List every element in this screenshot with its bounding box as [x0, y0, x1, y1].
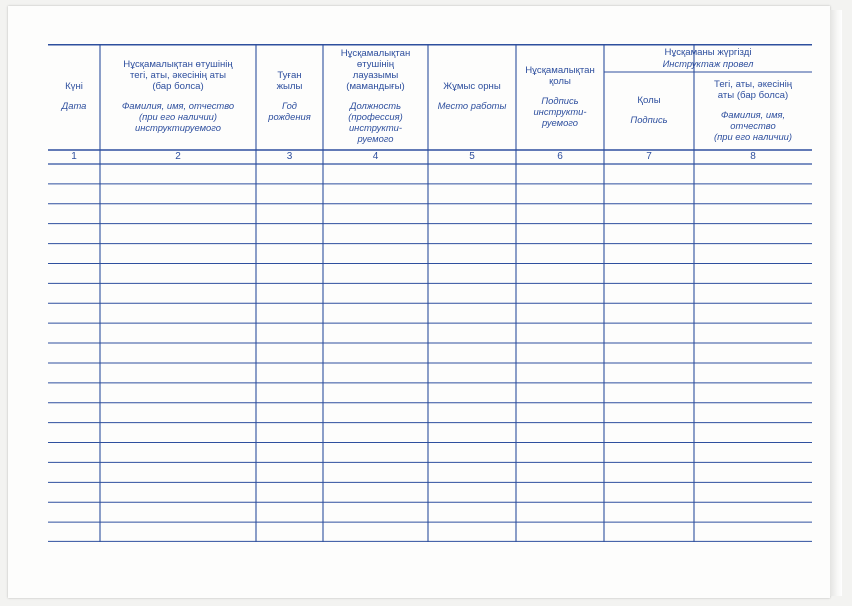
- header-instructor-group-kz: Нұсқаманы жүргізді: [664, 47, 752, 58]
- header-trainee-name: [100, 44, 256, 148]
- header-trainee-name-ru: Фамилия, имя, отчество (при его наличии) инструктируемого: [121, 100, 235, 133]
- header-instructor-name-ru: Фамилия, имя, отчество (при его наличии): [713, 108, 793, 142]
- header-workplace-ru: Место работы: [437, 100, 507, 111]
- header-workplace: [428, 44, 516, 148]
- column-number-5: [428, 150, 516, 164]
- column-number-6: [516, 150, 604, 164]
- header-date: [48, 44, 100, 148]
- header-position: [323, 44, 428, 148]
- header-instructor-group-ru: Инструктаж провел: [662, 58, 754, 69]
- header-instructor-name: [694, 72, 812, 148]
- page-edge: [830, 10, 842, 596]
- header-trainee-signature-ru: Подпись инструкти- руемого: [533, 94, 587, 128]
- column-number-1-text: 1: [71, 151, 77, 162]
- header-date-kz: Күні: [65, 81, 83, 92]
- header-birth-year-ru: Год рождения: [268, 100, 311, 122]
- column-number-6-text: 6: [557, 151, 563, 162]
- header-trainee-signature-kz: Нұсқамалықтан қолы: [525, 64, 595, 87]
- header-birth-year: [256, 44, 323, 148]
- column-number-8-text: 8: [750, 151, 756, 162]
- column-number-3-text: 3: [286, 151, 293, 162]
- column-number-2-text: 2: [175, 151, 181, 162]
- header-instructor-group: [604, 44, 812, 72]
- column-number-5-text: 5: [469, 151, 475, 162]
- header-trainee-signature: [516, 44, 604, 148]
- instruction-journal-table: [48, 44, 812, 542]
- column-number-2: [100, 150, 256, 164]
- header-position-kz: Нұсқамалықтан өтушінің лауазымы (мамандығы): [340, 48, 411, 92]
- header-trainee-name-kz: Нұсқамалықтан өтушінің тегі, аты, әкесінің аты (бар болса): [123, 59, 233, 92]
- header-instructor-signature-ru: Подпись: [630, 114, 668, 125]
- column-number-1: [48, 150, 100, 164]
- header-instructor-signature: [604, 72, 694, 148]
- column-number-4: [323, 150, 428, 164]
- column-number-7-text: 7: [646, 151, 652, 162]
- header-instructor-name-kz: Тегі, аты, әкесінің аты (бар болса): [714, 78, 792, 101]
- column-number-4-text: 4: [372, 151, 379, 162]
- column-number-3: [256, 150, 323, 164]
- header-position-ru: Должность (профессия) инструкти- руемого: [348, 100, 403, 144]
- header-date-ru: Дата: [61, 100, 87, 111]
- header-instructor-signature-kz: Қолы: [637, 95, 661, 106]
- header-workplace-kz: Жұмыс орны: [443, 81, 501, 92]
- column-number-7: [604, 150, 694, 164]
- header-birth-year-kz: Туған жылы: [276, 70, 303, 92]
- column-number-8: [694, 150, 812, 164]
